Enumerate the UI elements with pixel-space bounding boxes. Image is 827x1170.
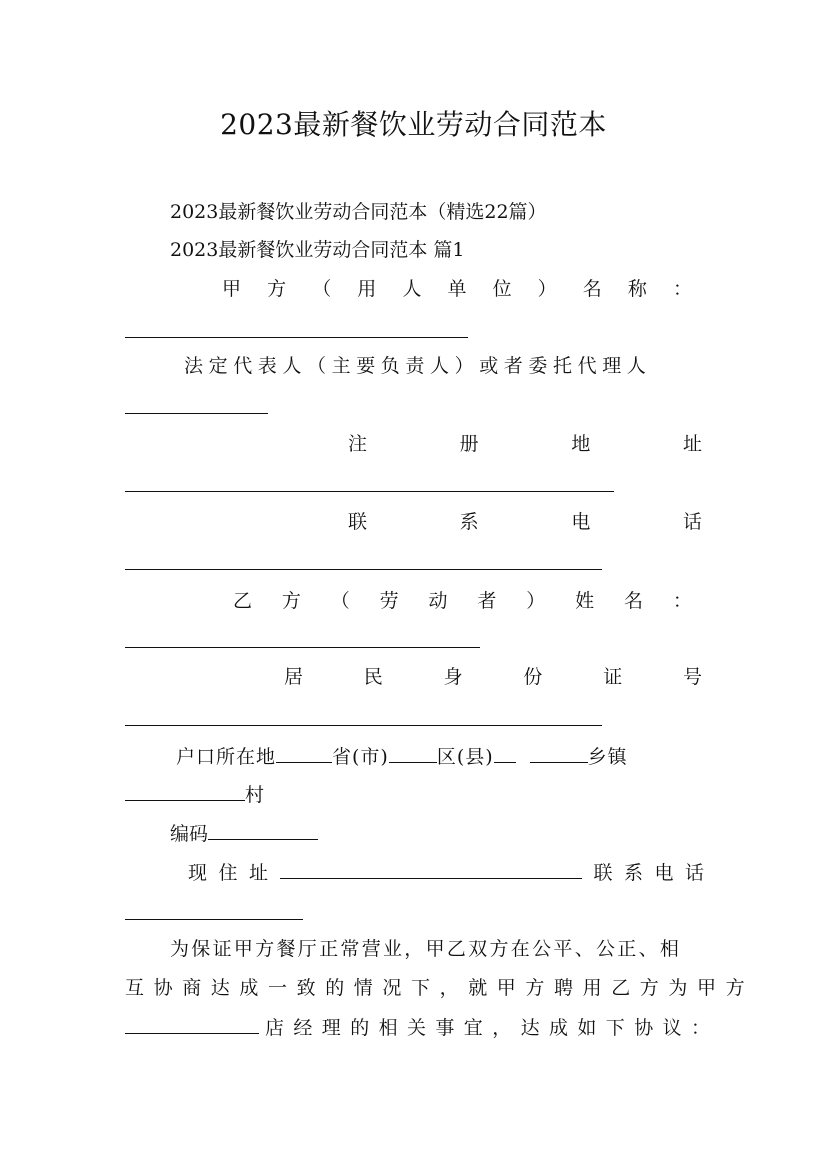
party-a-name-char: 甲 [222, 278, 242, 300]
intro-line-1: 为保证甲方餐厅正常营业，甲乙双方在公平、公正、相 [170, 938, 682, 960]
section-heading: 2023最新餐饮业劳动合同范本 篇1 [170, 239, 465, 261]
party-a-address-char: 地 [571, 433, 591, 455]
hukou-township-blank-b[interactable] [530, 744, 588, 763]
contact-phone-blank[interactable] [125, 919, 303, 920]
postcode-blank[interactable] [208, 821, 318, 840]
party-a-representative-blank[interactable] [125, 413, 268, 414]
party-a-phone-char: 话 [682, 511, 702, 533]
party-a-address-char: 注 [348, 433, 368, 455]
party-b-id-char: 民 [363, 666, 383, 688]
party-a-name-char: （ [312, 278, 332, 300]
party-a-name-char: ： [672, 278, 692, 300]
party-b-id-char: 份 [523, 666, 543, 688]
party-a-address-label [348, 432, 702, 456]
party-a-address-char: 址 [682, 433, 702, 455]
postcode-label: 编码 [170, 823, 209, 845]
party-b-name-char: 乙 [233, 590, 253, 612]
hukou-township-blank-a[interactable] [494, 744, 516, 763]
party-b-name-char: 姓 [575, 590, 595, 612]
intro-line-3 [125, 1015, 719, 1040]
document-subtitle: 2023最新餐饮业劳动合同范本（精选22篇） [170, 201, 547, 223]
hukou-district-label: 区(县) [436, 746, 494, 768]
party-b-name-char: （ [330, 590, 350, 612]
hukou-prefix-label: 户口所在地 [176, 746, 277, 768]
party-a-name-char: 名 [582, 278, 602, 300]
party-b-id-blank[interactable] [125, 725, 602, 726]
current-address-label: 现住址 [188, 862, 280, 884]
party-b-name-char: 方 [281, 590, 301, 612]
document-title: 2023最新餐饮业劳动合同范本 [220, 108, 607, 141]
contact-phone-label: 联系电话 [593, 862, 716, 884]
party-a-phone-label [348, 510, 702, 534]
party-b-current-address-row [188, 860, 716, 885]
party-a-phone-char: 电 [571, 511, 591, 533]
party-a-phone-blank[interactable] [125, 569, 602, 570]
hukou-village-blank[interactable] [125, 782, 245, 801]
party-b-name-char: 劳 [379, 590, 399, 612]
party-a-name-label [222, 277, 692, 301]
party-b-name-char: 动 [428, 590, 448, 612]
hukou-township-label: 乡镇 [587, 746, 628, 768]
party-b-id-char: 号 [682, 666, 702, 688]
party-b-postcode-row [170, 821, 318, 846]
hukou-village-label: 村 [245, 784, 265, 806]
intro-line-3-text: 店经理的相关事宜，达成如下协议： [265, 1017, 720, 1039]
hukou-district-blank[interactable] [389, 744, 437, 763]
party-a-name-char: ） [537, 278, 557, 300]
party-b-name-char: 者 [477, 590, 497, 612]
party-b-name-char: ： [672, 590, 692, 612]
party-b-name-blank[interactable] [125, 647, 480, 648]
party-a-address-char: 册 [459, 433, 479, 455]
party-a-phone-char: 系 [459, 511, 479, 533]
party-b-name-char: ） [526, 590, 546, 612]
current-address-blank[interactable] [280, 860, 582, 879]
party-a-name-char: 称 [627, 278, 647, 300]
party-b-village-row [125, 782, 264, 807]
party-a-name-char: 方 [267, 278, 287, 300]
hukou-province-label: 省(市) [332, 746, 389, 768]
party-a-name-char: 单 [447, 278, 467, 300]
intro-line-2: 互协商达成一致的情况下，就甲方聘用乙方为甲方 [125, 977, 755, 999]
party-a-name-char: 用 [357, 278, 377, 300]
party-b-name-char: 名 [624, 590, 644, 612]
party-b-id-label [284, 665, 702, 689]
party-b-id-char: 身 [443, 666, 463, 688]
store-name-blank[interactable] [125, 1015, 259, 1034]
party-a-name-char: 位 [492, 278, 512, 300]
party-a-name-blank[interactable] [125, 337, 468, 338]
party-b-id-char: 证 [603, 666, 623, 688]
party-b-id-char: 居 [284, 666, 304, 688]
party-b-name-label [233, 589, 692, 613]
hukou-province-blank[interactable] [276, 744, 332, 763]
party-a-phone-char: 联 [348, 511, 368, 533]
party-a-representative-label: 法定代表人（主要负责人）或者委托代理人 [184, 355, 652, 377]
party-b-hukou-row [176, 744, 628, 769]
party-a-name-char: 人 [402, 278, 422, 300]
party-a-address-blank[interactable] [125, 491, 614, 492]
